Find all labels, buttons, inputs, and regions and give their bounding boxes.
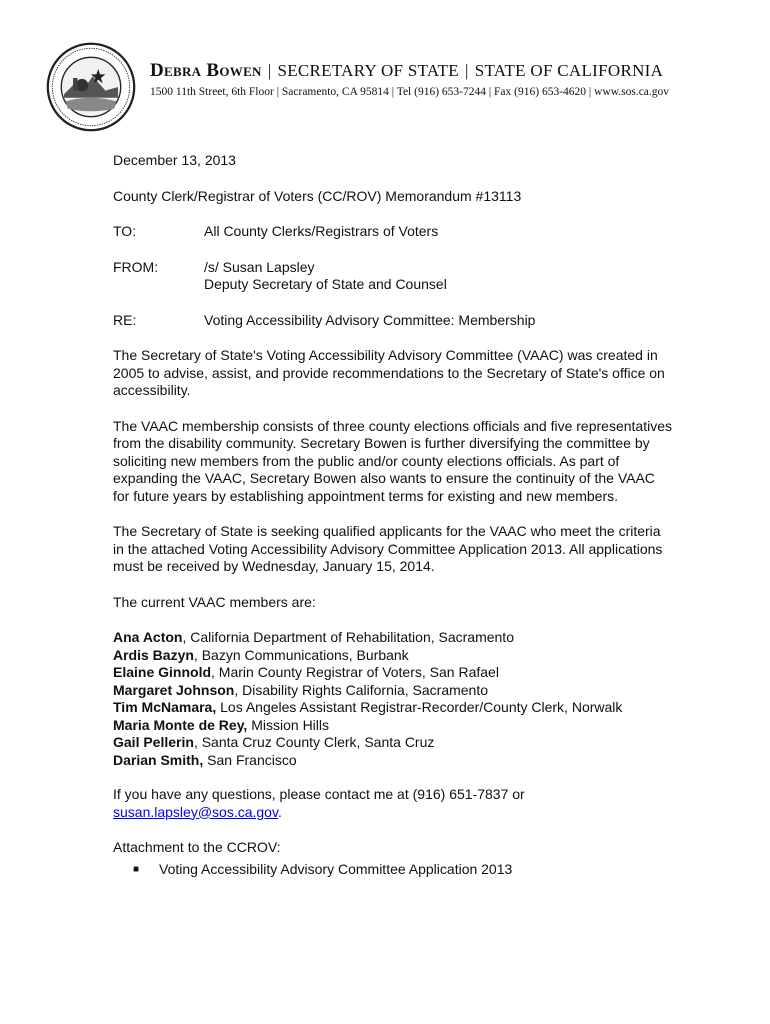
member-detail: Mission Hills — [247, 716, 330, 733]
letterhead-title — [150, 60, 750, 82]
member-detail: San Francisco — [203, 751, 297, 768]
contact-text: If you have any questions, please contact me at (916) 651-7837 or — [113, 786, 525, 802]
list-item — [113, 752, 673, 770]
member-name: Ardis Bazyn — [113, 646, 194, 663]
bullet-square-icon: ■ — [133, 863, 140, 875]
member-name: Gail Pellerin — [113, 734, 194, 750]
re-value: Voting Accessibility Advisory Committee: Membership — [204, 311, 536, 328]
attachment-heading: Attachment to the CCROV: — [113, 839, 281, 855]
list-item — [113, 734, 673, 752]
state-seal-logo — [46, 42, 136, 132]
list-item — [113, 629, 673, 647]
from-title: Deputy Secretary of State and Counsel — [204, 276, 447, 292]
letterhead-separator: | — [267, 61, 272, 80]
from-signature: /s/ Susan Lapsley — [204, 258, 315, 275]
attachment-item: Voting Accessibility Advisory Committee Application 2013 — [159, 860, 513, 877]
member-detail: Los Angeles Assistant Registrar-Recorder/County Clerk, Norwalk — [216, 699, 623, 715]
member-name: Ana Acton — [113, 629, 183, 645]
memo-re-row — [113, 312, 673, 330]
members-list — [113, 629, 673, 769]
memo-date: December 13, 2013 — [113, 152, 236, 168]
member-name: Tim McNamara, — [113, 699, 217, 715]
member-name: Maria Monte de Rey, — [113, 716, 248, 733]
member-detail: , Marin County Registrar of Voters, San Rafael — [211, 664, 499, 680]
letterhead-state: STATE OF CALIFORNIA — [474, 61, 664, 80]
member-name: Margaret Johnson — [113, 681, 235, 698]
re-label: RE: — [113, 311, 137, 328]
memo-to-row — [113, 223, 673, 241]
paragraph-vaac-intro: The Secretary of State's Voting Accessibility Advisory Committee (VAAC) was created in 2005 to advise, assist, and provide recommendations to the Secretary of State's office on accessibility. — [113, 347, 665, 398]
list-item — [113, 699, 673, 717]
email-link[interactable]: susan.lapsley@sos.ca.gov — [113, 803, 278, 820]
member-detail: , California Department of Rehabilitation, Sacramento — [182, 629, 514, 645]
member-detail: , Bazyn Communications, Burbank — [193, 646, 409, 663]
from-label: FROM: — [113, 258, 159, 275]
paragraph-members-intro: The current VAAC members are: — [113, 593, 316, 610]
contact-paragraph — [113, 786, 673, 821]
letterhead — [150, 60, 750, 98]
paragraph-applicants: The Secretary of State is seeking qualified applicants for the VAAC who meet the criteria in the attached Voting Accessibility Advisory Committee Application 2013. All applications must be received by Wednesday, January 15, 2014. — [113, 523, 663, 574]
member-name: Elaine Ginnold — [113, 664, 212, 680]
memo-subject-line: County Clerk/Registrar of Voters (CC/ROV) Memorandum #13113 — [113, 187, 522, 204]
list-item — [113, 647, 673, 665]
to-label: TO: — [113, 223, 137, 239]
to-value: All County Clerks/Registrars of Voters — [204, 223, 439, 239]
letterhead-address: 1500 11th Street, 6th Floor | Sacramento, CA 95814 | Tel (916) 653-7244 | Fax (916) 653-4620 | www.sos.ca.gov — [150, 86, 670, 98]
from-value — [204, 259, 447, 294]
memo-body — [113, 152, 673, 878]
list-item — [113, 664, 673, 682]
member-detail: , Santa Cruz County Clerk, Santa Cruz — [193, 734, 435, 750]
letterhead-office: SECRETARY OF STATE — [277, 61, 459, 80]
list-item — [113, 717, 673, 735]
memo-from-row — [113, 259, 673, 294]
contact-period: . — [277, 803, 282, 820]
letterhead-separator: | — [464, 61, 469, 80]
list-item — [113, 682, 673, 700]
member-name: Darian Smith, — [113, 751, 204, 768]
paragraph-membership: The VAAC membership consists of three county elections officials and five representatives from the disability community. Secretary Bowen is further diversifying the committee by soliciting new members from the public and/or county elections officials. As part of expanding the VAAC, Secretary Bowen also wants to ensure the continuity of the VAAC for future years by establishing appointment terms for existing and new members. — [113, 417, 672, 504]
member-detail: , Disability Rights California, Sacramento — [234, 681, 489, 698]
list-item — [113, 861, 673, 879]
letterhead-name: Debra Bowen — [150, 60, 262, 81]
